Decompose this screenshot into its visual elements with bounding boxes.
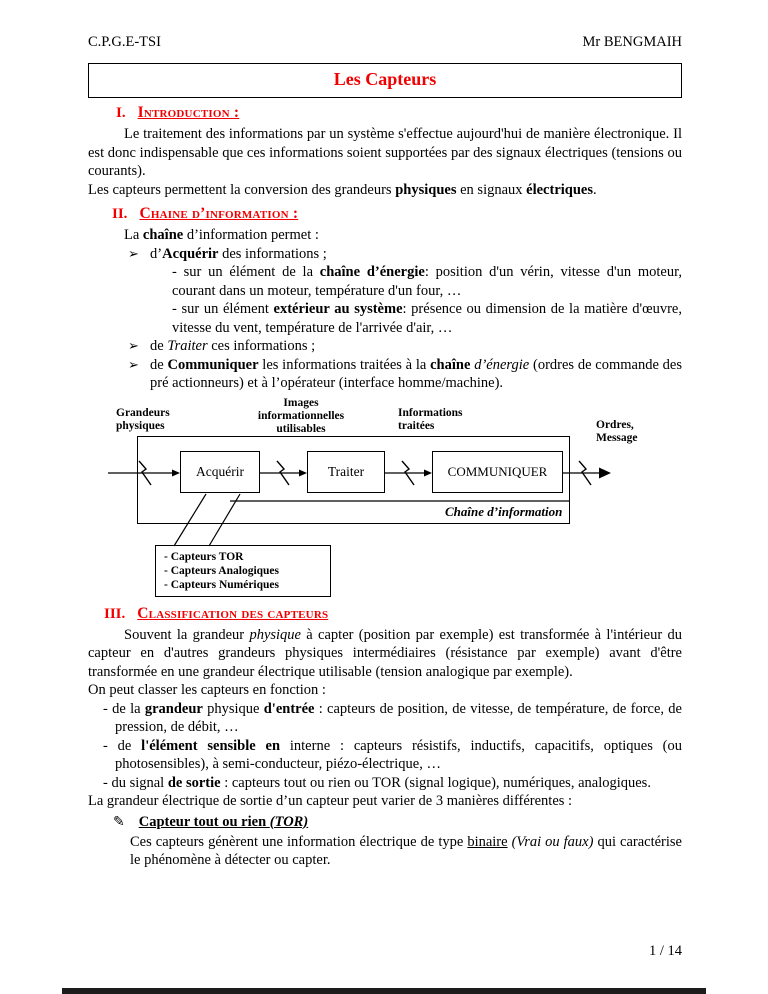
intro-paragraph-1: Le traitement des informations par un système s'effectue aujourd'hui de manière électronique. Il est donc indispensable que ces informations soient supportées par des signaux électriques (tensions ou courants). bbox=[88, 126, 682, 179]
label-ordres-message bbox=[596, 419, 638, 445]
chaine-bullet-list bbox=[128, 245, 682, 393]
list-item-text bbox=[150, 337, 682, 356]
section-number: II. bbox=[112, 206, 128, 222]
capteur-type-line: - Capteurs Numériques bbox=[164, 578, 279, 591]
classification-paragraph-3: La grandeur électrique de sortie d’un capteur peut varier de 3 manières différentes : bbox=[88, 793, 573, 809]
arrow-bullet-icon: ➢ bbox=[128, 338, 139, 353]
label-line: Informations bbox=[398, 406, 463, 419]
capteur-type-line: - Capteurs TOR bbox=[164, 550, 244, 563]
section-heading-classification bbox=[104, 605, 682, 623]
chaine-lead: La chaîne d’information permet : bbox=[124, 227, 319, 243]
classification-item-entree: - de la grandeur physique d'entrée : capteurs de position, de vitesse, de température, de force, de pression, de débit, … bbox=[103, 700, 682, 735]
classification-item-element-sensible: - de l'élément sensible en interne : capteurs résistifs, inductifs, capacitifs, optiques (ou photosensibles), à semi-conducteur, piézo-électrique, … bbox=[103, 737, 682, 772]
list-item-text bbox=[150, 245, 682, 338]
list-item bbox=[128, 245, 682, 338]
capteurs-types-box bbox=[155, 545, 331, 597]
label-line: traitées bbox=[398, 419, 435, 432]
chaine-item-acquerir: d’Acquérir des informations ; bbox=[150, 245, 327, 262]
label-line: Ordres, bbox=[596, 418, 634, 431]
label-line: utilisables bbox=[276, 422, 326, 435]
arrow-bullet-icon: ➢ bbox=[128, 245, 139, 261]
list-item bbox=[128, 356, 682, 393]
page-footer bbox=[649, 943, 682, 960]
label-line: Grandeurs bbox=[116, 406, 170, 419]
page-number: 1 / 14 bbox=[648, 943, 682, 959]
classification-paragraph-1: Souvent la grandeur physique à capter (position par exemple) est transformée à l'intérieur du capteur en d'autres grandeurs physiques intermédiaires (résistance par exemple) avant d'être transformée en une grandeur électrique utilisable (tension analogique par exemple). bbox=[88, 626, 682, 680]
label-images-informationnelles bbox=[243, 397, 359, 436]
box-communiquer: COMMUNIQUER bbox=[432, 451, 563, 493]
tor-heading-text: Capteur tout ou rien (TOR) bbox=[138, 813, 309, 830]
label-grandeurs-physiques bbox=[116, 407, 170, 433]
header-right: Mr BENGMAIH bbox=[582, 34, 682, 50]
section-number: III. bbox=[104, 605, 126, 622]
chain-label: Chaîne d’information bbox=[445, 503, 563, 519]
section-heading-introduction bbox=[116, 104, 682, 122]
classification-paragraph-2: On peut classer les capteurs en fonction : bbox=[88, 682, 326, 698]
tor-paragraph: Ces capteurs génèrent une information électrique de type binaire (Vrai ou faux) qui caractérise le phénomène à détecter ou capter. bbox=[130, 833, 682, 868]
classification-list bbox=[88, 700, 682, 793]
list-item-text bbox=[150, 356, 682, 393]
chain-of-information-diagram bbox=[88, 397, 682, 597]
chaine-item-communiquer: de Communiquer les informations traitées à la chaîne d’énergie (ordres de commande des pré actionneurs) et à l’opérateur (interface homme/machine). bbox=[150, 356, 683, 391]
section-number: I. bbox=[116, 105, 126, 121]
classification-item-sortie: - du signal de sortie : capteurs tout ou rien ou TOR (signal logique), numériques, analogiques. bbox=[103, 774, 651, 791]
chaine-subitem-exterieur: - sur un élément extérieur au système: présence ou dimension de la matière d'œuvre, vitesse du vent, température de l'arrivée d'air, … bbox=[172, 301, 682, 336]
page-title: Les Capteurs bbox=[333, 69, 437, 89]
section-title: Introduction : bbox=[137, 104, 240, 121]
box-acquerir: Acquérir bbox=[180, 451, 260, 493]
label-line: physiques bbox=[116, 419, 165, 432]
tor-heading bbox=[113, 814, 682, 831]
section-heading-chaine bbox=[112, 205, 682, 223]
label-line: Images bbox=[283, 396, 319, 409]
label-line: Message bbox=[596, 431, 638, 444]
header-left: C.P.G.E-TSI bbox=[88, 34, 161, 50]
section-title: Chaine d’information : bbox=[139, 205, 299, 222]
pencil-icon: ✎ bbox=[113, 814, 125, 830]
title-box bbox=[88, 63, 682, 98]
list-item bbox=[128, 337, 682, 356]
box-traiter: Traiter bbox=[307, 451, 385, 493]
label-line: informationnelles bbox=[257, 409, 345, 422]
arrow-bullet-icon: ➢ bbox=[128, 356, 139, 372]
label-informations-traitees bbox=[398, 407, 463, 433]
intro-paragraph-2: Les capteurs permettent la conversion des grandeurs physiques en signaux électriques. bbox=[88, 181, 597, 198]
chaine-item-traiter: de Traiter ces informations ; bbox=[150, 338, 316, 354]
capteur-type-line: - Capteurs Analogiques bbox=[164, 564, 280, 577]
page-header bbox=[88, 34, 682, 51]
screen-bottom-edge-bar bbox=[62, 988, 706, 994]
section-title: Classification des capteurs bbox=[137, 604, 329, 622]
chaine-subitem-energie: - sur un élément de la chaîne d’énergie: position d'un vérin, vitesse d'un moteur, courant dans un moteur, température d'un four, … bbox=[172, 264, 682, 299]
